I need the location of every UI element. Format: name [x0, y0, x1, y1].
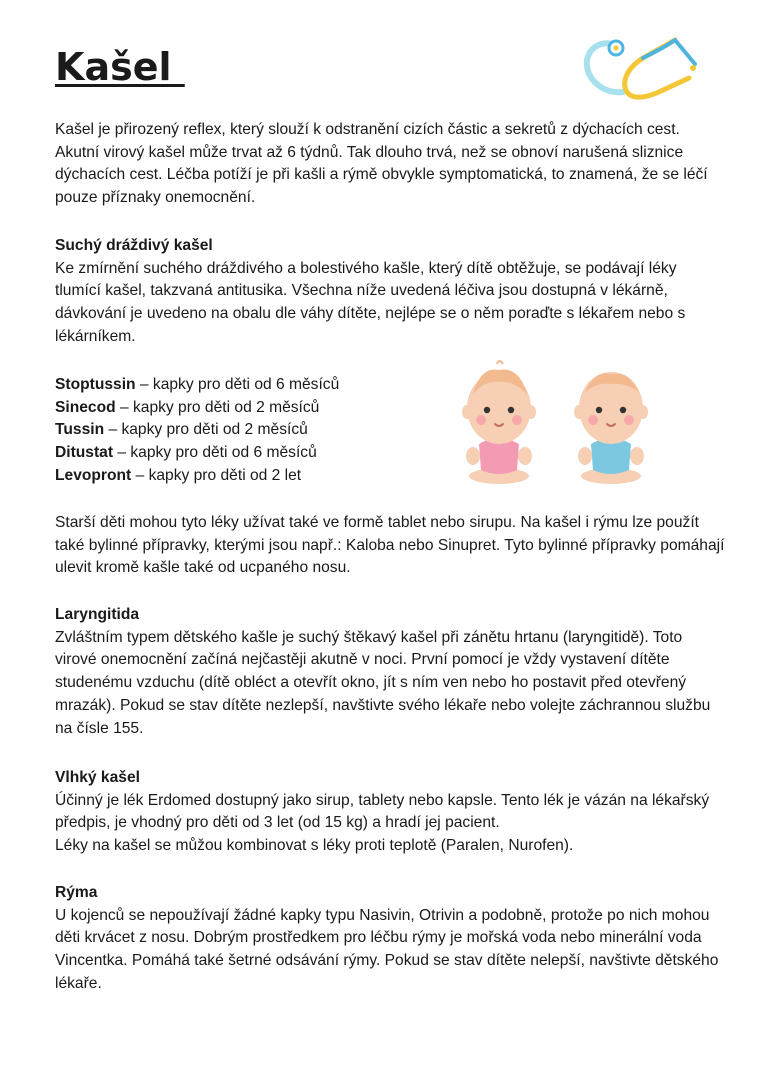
- stethoscope-icon: [583, 34, 699, 104]
- medicine-desc: – kapky pro děti od 6 měsíců: [113, 444, 317, 462]
- medicine-item: [55, 419, 435, 442]
- babies-illustration: [455, 358, 655, 488]
- medicine-name: Levopront: [55, 466, 132, 484]
- rhinitis-heading: Rýma: [55, 884, 98, 901]
- laryngitis-paragraph: Zvláštním typem dětského kašle je suchý štěkavý kašel při zánětu hrtanu (laryngitidě). Toto virové onemocnění začíná nejčastěji akutně v noci. První pomocí je vždy vystavení dítěte studenému vzduchu (dítě obléct a otevřít okno, jít s ním ven nebo ho postavit před otevřený mrazák). Pokud se stav dítěte nezlepší, navštivte svého lékaře nebo volejte záchrannou službu na čísle 155.: [55, 628, 711, 737]
- medicine-item: [55, 374, 435, 397]
- wet-cough-section: [55, 767, 725, 858]
- rhinitis-section: [55, 882, 725, 996]
- older-kids-paragraph: Starší děti mohou tyto léky užívat také ve formě tablet nebo sirupu. Na kašel i rýmu lze použít také bylinné přípravky, kterými jsou např.: Kaloba nebo Sinupret. Tyto bylinné přípravky pomáhají ulevit kromě kašle také od ucpaného nosu.: [55, 514, 725, 577]
- medicine-desc: – kapky pro děti od 2 měsíců: [104, 421, 308, 439]
- rhinitis-paragraph: U kojenců se nepoužívají žádné kapky typu Nasivin, Otrivin a podobně, protože po nich mohou děti krvácet z nosu. Dobrým prostředkem pro léčbu rýmy je mořská voda nebo minerální voda Vincentka. Pomáhá také šetrné odsávání rýmy. Pokud se stav dítěte nelepší, navštivte dětského lékaře.: [55, 906, 719, 992]
- medicine-name: Stoptussin: [55, 376, 136, 393]
- medicine-list: [55, 374, 435, 488]
- dry-cough-paragraph: Ke zmírnění suchého dráždivého a bolestivého kašle, který dítě obtěžuje, se podávají léky tlumící kašel, takzvaná antitusika. Všechna níže uvedená léčiva jsou dostupná v lékárně, dávkování je uvedeno na obalu dle váhy dítěte, nejlépe se o něm poraďte s lékařem nebo s lékárníkem.: [55, 259, 686, 345]
- wet-cough-paragraph-2: Léky na kašel se můžou kombinovat s léky proti teplotě (Paralen, Nurofen).: [55, 837, 574, 855]
- dry-cough-heading: Suchý dráždivý kašel: [55, 237, 213, 254]
- wet-cough-paragraph: Účinný je lék Erdomed dostupný jako sirup, tablety nebo kapsle. Tento lék je vázán na lékařský předpis, je vhodný pro děti od 3 let (od 15 kg) a hradí jej pacient.: [55, 791, 710, 832]
- laryngitis-section: [55, 604, 725, 740]
- medicine-name: Ditustat: [55, 444, 114, 462]
- baby-girl-icon: [462, 361, 536, 484]
- medicine-desc: – kapky pro děti od 6 měsíců: [135, 376, 340, 393]
- medicine-name: Tussin: [55, 421, 105, 439]
- page-title: Kašel: [55, 45, 185, 89]
- medicine-item: [55, 397, 435, 420]
- medicine-desc: – kapky pro děti od 2 měsíců: [115, 398, 320, 416]
- medicine-name: Sinecod: [55, 398, 116, 416]
- medicine-item: [55, 442, 435, 465]
- older-kids-section: [55, 512, 725, 580]
- intro-paragraph: Kašel je přirozený reflex, který slouží k odstranění cizích částic a sekretů z dýchacích cest. Akutní virový kašel může trvat až 6 týdnů. Tak dlouho trvá, než se obnoví narušená sliznice dýchacích cest. Léčba potíží je při kašli a rýmě obvykle symptomatická, to znamená, že se léčí pouze příznaky onemocnění.: [55, 121, 708, 207]
- intro-section: [55, 119, 725, 210]
- medicine-item: [55, 465, 435, 488]
- wet-cough-heading: Vlhký kašel: [55, 769, 140, 786]
- laryngitis-heading: Laryngitida: [55, 606, 140, 623]
- dry-cough-section: [55, 235, 725, 349]
- medicine-desc: – kapky pro děti od 2 let: [131, 466, 302, 484]
- baby-boy-icon: [574, 372, 648, 484]
